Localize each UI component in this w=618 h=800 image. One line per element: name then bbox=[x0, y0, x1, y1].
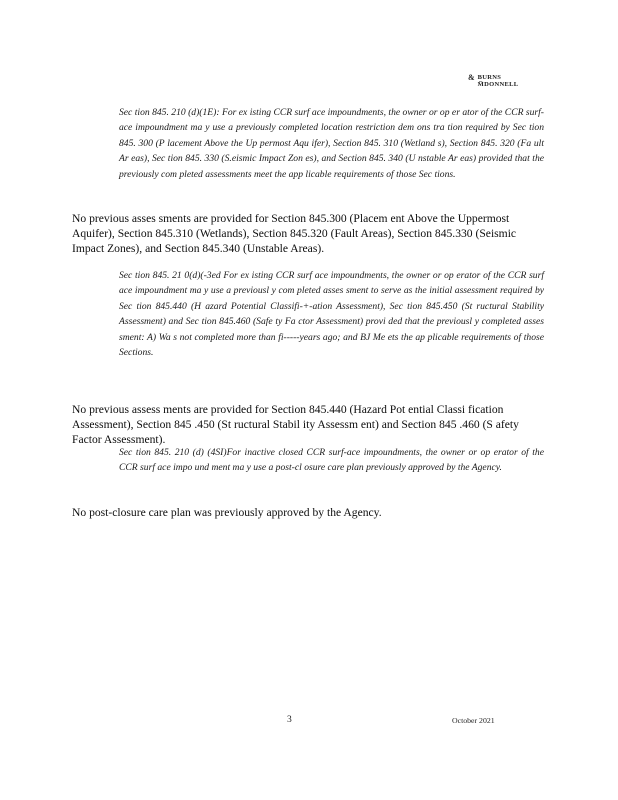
document-date: October 2021 bbox=[452, 716, 495, 725]
page-number: 3 bbox=[287, 714, 292, 725]
response-paragraph-3: No post-closure care plan was previously approved by the Agency. bbox=[72, 506, 382, 519]
quoted-regulation-1: Sec tion 845. 210 (d)(1E): For ex isting CCR surf ace impoundments, the owner or op er ator of the CCR surf-ace impoundment ma y use a previously completed location restriction dem ons tra tion required by Sec tion 845. 300 (P lacement Above the Up permost Aqu ifer), Section 845. 310 (Wetland s), Section 845. 320 (Fa ult Ar eas), Sec tion 845. 330 (S.eismic Impact Zon es), and Section 845. 340 (U nstable Ar eas) provided that the previously com pleted assessments meet the app licable requirements of those Sec tions. bbox=[119, 107, 544, 180]
response-paragraph-2: No previous assess ments are provided for Section 845.440 (Hazard Pot ential Classi fication Assessment), Section 845 .450 (St ructural Stabil ity Assessm ent) and Section 845 .460 (S afety Factor Assessment). bbox=[72, 403, 519, 447]
response-paragraph-1: No previous asses sments are provided for Section 845.300 (Placem ent Above the Uppermost Aquifer), Section 845.310 (Wetlands), Section 845.320 (Fault Areas), Section 845.330 (Seismic Impact Zones), and Section 845.340 (Unstable Areas). bbox=[72, 212, 517, 256]
quoted-regulation-3: Sec tion 845. 210 (d) (4SI)For inactive closed CCR surf-ace impoundments, the owner or op erator of the CCR surf ace impo und ment ma y use a post-cl osure care plan previously approved by the Agency. bbox=[119, 447, 544, 474]
quoted-regulation-2: Sec tion 845. 21 0(d)(-3ed For ex isting CCR surf ace impoundments, the owner or op erator of the CCR surf ace impoundment ma y use a previousl y com pleted asses sment to serve as the initial assessment required by Sec tion 845.440 (H azard Potential Classifi-+-ation Assessment), Sec tion 845.450 (St ructural Stability Assessment) and Sec tion 845.460 (Safe ty Fa ctor Assessment) provi ded that the previousl y completed asses sment: A) Wa s not completed more than fi-----years ago; and BJ Me ets the ap plicable requirements of those Sections. bbox=[119, 270, 544, 359]
logo-wordmark bbox=[478, 74, 519, 88]
company-logo bbox=[468, 74, 518, 88]
logo-ampersand: & bbox=[468, 73, 475, 82]
logo-line-1: BURNS bbox=[477, 74, 502, 81]
logo-line-2: M̅DONNELL bbox=[477, 81, 519, 88]
